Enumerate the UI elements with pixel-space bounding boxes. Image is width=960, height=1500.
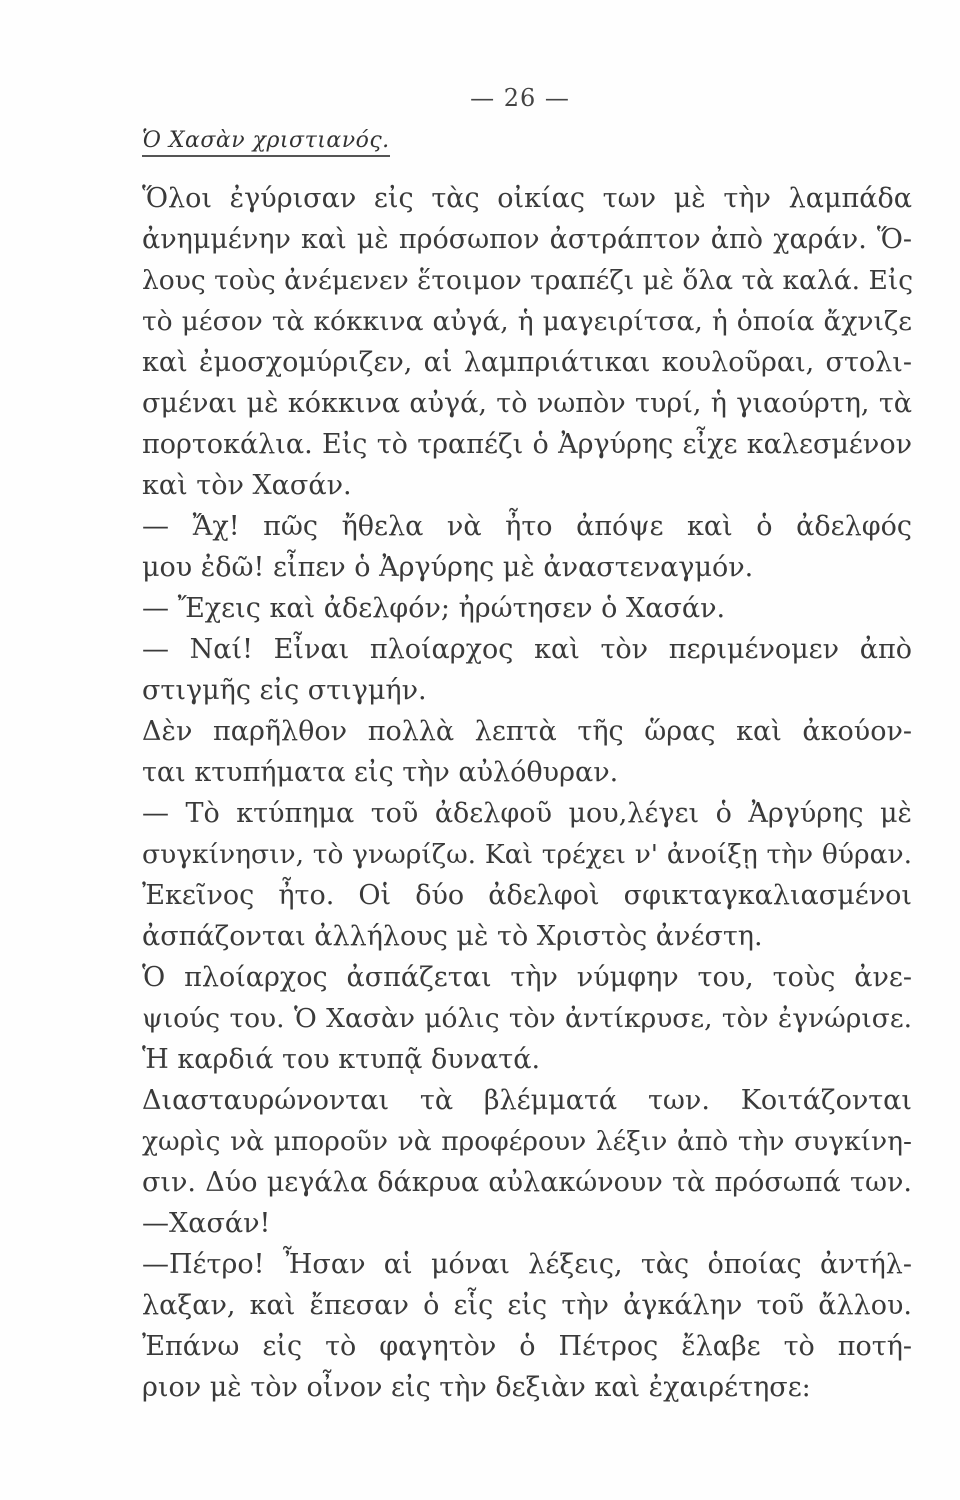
text-line: συγκίνησιν, τὸ γνωρίζω. Καὶ τρέχει ν' ἀνοίξῃ τὴν θύραν. [142, 839, 912, 870]
text-line: χωρὶς νὰ μποροῦν νὰ προφέρουν λέξιν ἀπὸ τὴν συγκίνη- [142, 1126, 912, 1157]
text-line: Ὅλοι ἐγύρισαν εἰς τὰς οἰκίας των μὲ τὴν λαμπάδα [142, 183, 912, 214]
text-line: —Χασάν! [142, 1208, 271, 1239]
text-line: ριον μὲ τὸν οἶνον εἰς τὴν δεξιὰν καὶ ἐχαιρέτησε: [142, 1372, 811, 1403]
text-line: — Ἄχ! πῶς ἤθελα νὰ ἦτο ἀπόψε καὶ ὁ ἀδελφός [142, 511, 912, 542]
text-line: Ὁ πλοίαρχος ἀσπάζεται τὴν νύμφην του, τοὺς ἀνε- [142, 962, 912, 993]
text-line: — Τὸ κτύπημα τοῦ ἀδελφοῦ μου,λέγει ὁ Ἀργύρης μὲ [142, 798, 912, 829]
text-line: —Πέτρο! Ἦσαν αἱ μόναι λέξεις, τὰς ὁποίας ἀντήλ- [142, 1249, 912, 1280]
text-line: ψιούς του. Ὁ Χασὰν μόλις τὸν ἀντίκρυσε, τὸν ἐγνώρισε. [142, 1003, 912, 1034]
text-line: καὶ ἐμοσχομύριζεν, αἱ λαμπριάτικαι κουλοῦραι, στολι- [142, 347, 912, 378]
text-line: λους τοὺς ἀνέμενεν ἕτοιμον τραπέζι μὲ ὅλα τὰ καλά. Εἰς [142, 265, 914, 296]
text-line: — Ἔχεις καὶ ἀδελφόν; ἠρώτησεν ὁ Χασάν. [142, 593, 726, 624]
text-line: Δὲν παρῆλθον πολλὰ λεπτὰ τῆς ὥρας καὶ ἀκούον- [142, 716, 912, 747]
section-heading: Ὁ Χασὰν χριστιανός. [142, 128, 390, 157]
text-line: καὶ τὸν Χασάν. [142, 470, 352, 501]
text-line: Ἐπάνω εἰς τὸ φαγητὸν ὁ Πέτρος ἔλαβε τὸ ποτή- [142, 1331, 912, 1362]
text-line: Ἐκεῖνος ἦτο. Οἱ δύο ἀδελφοὶ σφικταγκαλιασμένοι [142, 880, 912, 911]
text-line: τὸ μέσον τὰ κόκκινα αὐγά, ἡ μαγειρίτσα, ἡ ὁποία ἄχνιζε [142, 306, 912, 337]
text-line: Διασταυρώνονται τὰ βλέμματά των. Κοιτάζονται [142, 1085, 912, 1116]
text-line: πορτοκάλια. Εἰς τὸ τραπέζι ὁ Ἀργύρης εἶχε καλεσμένον [142, 429, 912, 460]
text-line: στιγμῆς εἰς στιγμήν. [142, 675, 427, 706]
text-line: μου ἐδῶ! εἶπεν ὁ Ἀργύρης μὲ ἀναστεναγμόν. [142, 552, 754, 583]
text-line: σιν. Δύο μεγάλα δάκρυα αὐλακώνουν τὰ πρόσωπά των. [142, 1167, 912, 1198]
text-line: ἀσπάζονται ἀλλήλους μὲ τὸ Χριστὸς ἀνέστη. [142, 921, 763, 952]
text-line: σμέναι μὲ κόκκινα αὐγά, τὸ νωπὸν τυρί, ἡ γιαούρτη, τὰ [142, 388, 912, 419]
text-line: — Ναί! Εἶναι πλοίαρχος καὶ τὸν περιμένομεν ἀπὸ [142, 634, 912, 665]
text-line: ἀνημμένην καὶ μὲ πρόσωπον ἀστράπτον ἀπὸ χαράν. Ὅ- [142, 224, 912, 255]
body-text [142, 178, 912, 1408]
text-line: Ἡ καρδιά του κτυπᾷ δυνατά. [142, 1044, 541, 1075]
text-line: λαξαν, καὶ ἔπεσαν ὁ εἷς εἰς τὴν ἀγκάλην τοῦ ἄλλου. [142, 1290, 912, 1321]
text-line: ται κτυπήματα εἰς τὴν αὐλόθυραν. [142, 757, 619, 788]
page-number: — 26 — [470, 84, 570, 112]
